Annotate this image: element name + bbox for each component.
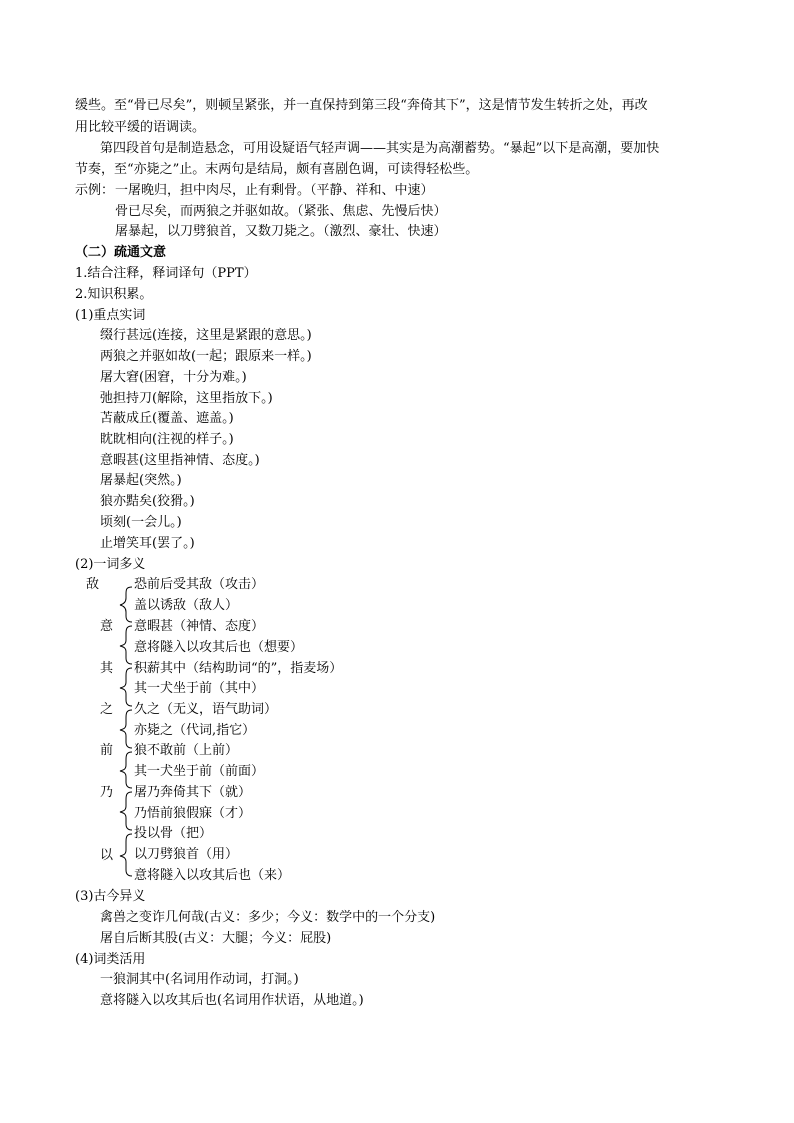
- brace-qi: [120, 668, 132, 706]
- polysemy-word: 以: [100, 848, 114, 863]
- polysemy-entry: 投以骨（把）: [134, 826, 213, 841]
- list-item: 意将隧入以攻其后也(名词用作状语，从地道。): [100, 993, 364, 1008]
- list-item: 缀行甚远(连接，这里是紧跟的意思。): [100, 328, 312, 343]
- polysemy-entry: 狼不敢前（上前）: [134, 743, 239, 758]
- polysemy-word: 之: [100, 702, 114, 717]
- list-item: 一狼洞其中(名词用作动词，打洞。): [100, 972, 299, 987]
- polysemy-word: 敌: [86, 577, 100, 592]
- polysemy-word: 意: [100, 619, 114, 634]
- example-line: 屠暴起，以刀劈狼首，又数刀毙之。（激烈、豪壮、快速）: [115, 224, 447, 239]
- polysemy-word: 乃: [100, 785, 114, 800]
- brace-yi: [120, 626, 132, 664]
- example-label: 示例：: [75, 183, 115, 198]
- list-item: 苫蔽成丘(覆盖、遮盖。): [100, 411, 234, 426]
- list-item: 弛担持刀(解除，这里指放下。): [100, 391, 273, 406]
- polysemy-entry: 其一犬坐于前（其中）: [134, 681, 265, 696]
- polysemy-entry: 意暇甚（神情、态度）: [134, 619, 265, 634]
- polysemy-word: 其: [100, 661, 114, 676]
- polysemy-entry: 意将隧入以攻其后也（想要）: [134, 640, 304, 655]
- list-item: 意暇甚(这里指神情、态度。): [100, 453, 260, 468]
- list-item: 2.知识积累。: [75, 287, 153, 302]
- subsection-heading: (2)一词多义: [75, 557, 146, 572]
- subsection-heading: (1)重点实词: [75, 308, 146, 323]
- example-line: 一屠晚归，担中肉尽，止有剩骨。（平静、祥和、中速）: [115, 183, 434, 198]
- polysemy-entry: 恐前后受其敌（攻击）: [134, 577, 265, 592]
- list-item: 屠自后断其股(古义：大腿；今义：屁股): [100, 931, 332, 946]
- paragraph-line: 第四段首句是制造悬念，可用设疑语气轻声调——其实是为高潮蓄势。“暴起”以下是高潮，要加快: [100, 141, 660, 156]
- list-item: 屠大窘(困窘，十分为难。): [100, 370, 247, 385]
- list-item: 禽兽之变诈几何哉(古义：多少；今义：数学中的一个分支): [100, 910, 436, 925]
- brace-zhi: [120, 710, 132, 748]
- list-item: 止增笑耳(罢了。): [100, 536, 195, 551]
- list-item: 屠暴起(突然。): [100, 473, 182, 488]
- polysemy-entry: 其一犬坐于前（前面）: [134, 764, 265, 779]
- paragraph-line: 缓些。至“骨已尽矣”，则顿呈紧张，并一直保持到第三段“奔倚其下”，这是情节发生转折之处，再改: [75, 98, 648, 113]
- list-item: 两狼之并驱如故(一起；跟原来一样。): [100, 349, 312, 364]
- brace-qian: [120, 752, 132, 788]
- paragraph-line: 节奏，至“亦毙之”止。末两句是结局，颇有喜剧色调，可读得轻松些。: [75, 162, 479, 177]
- brace-yi2: [120, 834, 132, 876]
- brace-nai: [120, 792, 132, 830]
- subsection-heading: (3)古今异义: [75, 889, 146, 904]
- subsection-heading: (4)词类活用: [75, 952, 146, 967]
- polysemy-entry: 积薪其中（结构助词“的”，指麦场）: [134, 661, 343, 676]
- polysemy-word: 前: [100, 743, 114, 758]
- section-heading: （二）疏通文意: [75, 245, 167, 260]
- polysemy-entry: 久之（无义，语气助词）: [134, 702, 278, 717]
- list-item: 顷刻(一会儿。): [100, 515, 182, 530]
- example-line: 骨已尽矣，而两狼之并驱如故。（紧张、焦虑、先慢后快）: [115, 204, 447, 219]
- polysemy-entry: 屠乃奔倚其下（就）: [134, 785, 252, 800]
- paragraph-line: 用比较平缓的语调读。: [75, 120, 206, 135]
- polysemy-entry: 意将隧入以攻其后也（来）: [134, 868, 291, 883]
- list-item: 眈眈相向(注视的样子。): [100, 432, 234, 447]
- polysemy-entry: 以刀劈狼首（用）: [134, 847, 239, 862]
- polysemy-entry: 盖以诱敌（敌人）: [134, 598, 239, 613]
- list-item: 1.结合注释，释词译句（PPT）: [75, 266, 257, 281]
- brace-group: [112, 574, 136, 894]
- list-item: 狼亦黠矣(狡猾。): [100, 494, 195, 509]
- polysemy-entry: 亦毙之（代词,指它）: [134, 723, 256, 738]
- brace-di: [120, 587, 132, 622]
- polysemy-entry: 乃悟前狼假寐（才）: [134, 806, 252, 821]
